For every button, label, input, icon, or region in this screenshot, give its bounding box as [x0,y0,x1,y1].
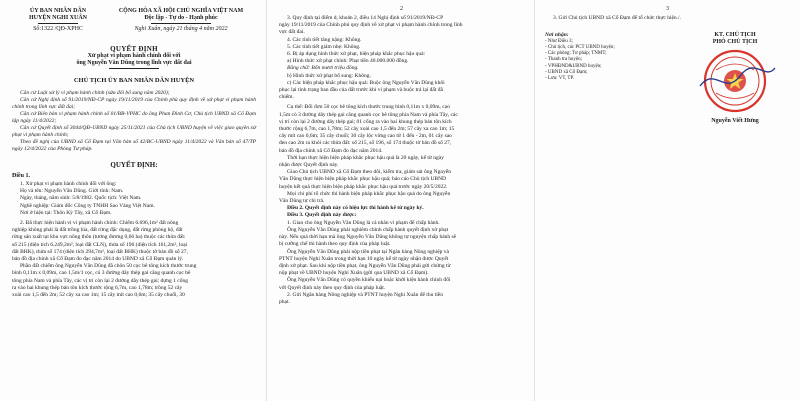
legal-basis: Căn cứ Luật xử lý vi phạm hành chính (sửa đổi bổ sung năm 2020); [20,90,170,96]
document-page-1 [0,0,268,401]
text-line: nhận được Quyết định này. [279,162,339,169]
page-number: 3 [666,6,669,12]
text-line: Ngày, tháng, năm sinh: 5/8/1982. Quốc tịch: Việt Nam. [20,195,142,202]
recipient: - Lưu: VT, TP. [545,76,574,82]
remedial-measures [279,104,524,205]
issuer-heading: CHỦ TỊCH ỦY BAN NHÂN DÂN HUYỆN [73,77,195,84]
text-line: Phần đất chiếm ông Nguyễn Văn Dũng đã chôn 50 cọc bê tông kích thước trung [20,263,197,270]
national-motto: Độc lập - Tự do - Hạnh phúc [144,15,218,21]
text-line: Nghề nghiệp: Giám đốc Công ty TNHH Sao Vàng Việt Nam. [20,202,155,209]
text-line: vực đất đai. [279,29,305,36]
article-1-violation [12,220,256,299]
document-subtitle-2: ông Nguyễn Văn Dũng trong lĩnh vực đất đai [76,60,192,66]
agency-name: ỦY BAN NHÂN DÂN [29,8,87,14]
issuing-agency [12,8,104,33]
sign-title-2: PHÓ CHỦ TỊCH [712,39,758,46]
recipient: - Như Điều 3; [545,38,573,44]
text-line: 1. Giao cho ông Nguyễn Văn Dũng là cá nhân vi phạm để chấp hành. [287,219,440,226]
text-line: Ông Nguyễn Văn Dũng có quyền khiếu nại hoặc khởi kiện hành chính đối [287,277,451,284]
text-line: 2. Gửi Ngân hàng Nông nghiệp và PTNT huyện Nghi Xuân để thu tiền [287,291,443,298]
text-line: nghiệp không phải là đất trồng lúa, đất rừng đặc dụng, đất rừng phòng hộ, đất [12,227,183,234]
text-line: 1,5m có 3 đường dây thép gai căng quanh cọc bê tông phía Nam và phía Tây, các [279,111,458,118]
recipient: - Thanh tra huyện; [545,57,582,63]
recipient: - Chủ tịch, các PCT UBND huyện; [545,44,615,50]
recipients-label: Nơi nhận: [545,32,569,39]
text-line: Văn Dũng tự chi trả. [279,198,325,205]
legal-basis: Theo đề nghị của UBND xã Cổ Đạm tại Văn bản số 42/BC-UBND ngày 11/4/2022 và Văn bản số 47/TP ngày 12/4/2022 của Phòng Tư pháp. [12,139,256,152]
agency-underline [38,23,78,24]
text-line: định xử phạt. Sau khi nộp tiền phạt, ông Nguyễn Văn Dũng phải gửi chứng từ [279,262,451,269]
recipients-list [545,32,655,125]
text-line: 5. Các tình tiết giảm nhẹ: Không. [287,43,361,50]
article-1-continued [279,15,524,101]
agency-district: HUYỆN NGHI XUÂN [28,15,87,21]
article-3-body [279,220,524,306]
text-line: Giao Chủ tịch UBND xã Cổ Đạm theo dõi, kiểm tra, giám sát ông Nguyễn [287,169,452,176]
text-line: bị cưỡng chế thi hành theo quy định của pháp luật. [279,241,391,248]
text-line: PTNT huyện Nghi Xuân trong thời hạn 10 ngày kể từ ngày nhận được Quyết [279,255,449,262]
country-name: CỘNG HÒA XÃ HỘI CHỦ NGHĨA VIỆT NAM [118,8,244,14]
article-1-heading: Điều 1. [12,173,30,179]
text-line: 3. Gửi Chủ tịch UBND xã Cổ Đạm để tổ chức thực hiện./. [553,15,681,21]
text-line: đen cao 2m ra khỏi các thửa đất: số 215, số 196, số 174 thuộc tờ bản đồ số 27, [279,140,452,147]
text-line: rừng sản xuất tại khu vực nông thôn (tương đương 0,66 ha) thuộc các thửa đất: [12,234,186,241]
text-line: Cụ thể: Đổi đơn 50 cọc bê tông kích thước trung bình 0,11m x 0,09m, cao [287,104,450,111]
text-line: số 215 (diện tích 6.249,2m², loại đất CLN), thửa số 196 (diện tích 161,2m², loại [12,241,188,248]
text-line: tông phía Nam và phía Tây, các vị trí còn lại 2 đường dây thép gai; dựng 1 cổng [12,277,188,284]
text-line: Thời hạn thực hiện biện pháp khắc phục hậu quả là 20 ngày, kể từ ngày [287,154,444,161]
legal-basis: Căn cứ Quyết định số 3044/QĐ-UBND ngày 25/11/2021 của Chủ tịch UBND huyện về việc giao quyền xử phạt vi phạm hành chính; [12,125,256,138]
text-line: 4. Các tình tiết tăng nặng: Không. [287,36,362,43]
text-line: bản đồ địa chính xã Cổ Đạm đo đạc năm 2014. [279,147,383,154]
legal-bases [12,90,256,153]
text-line: nộp phạt về UBND huyện Nghi Xuân (gửi qua UBND xã Cổ Đạm). [279,270,429,277]
text-line: Ông Nguyễn Văn Dũng phải nghiêm chỉnh chấp hành quyết định xử phạt [287,226,449,233]
title-underline [109,68,159,69]
text-line: Mọi chi phí tổ chức thi hành biện pháp khắc phục hậu quả do ông Nguyễn [287,190,451,197]
text-line: Ông Nguyễn Văn Dũng phải nộp tiền phạt tại Ngân hàng Nông nghiệp và [287,248,449,255]
recipient: - VPHĐND&UBND huyện; [545,63,602,69]
text-line: ra vào hai khung thép bản tôn kích thước rộng 6,7m, cao 1,78m; trồng 52 cây [12,284,183,291]
signer-name: Nguyễn Viết Hưng [711,118,759,125]
text-line: 1. Xử phạt vi phạm hành chính đối với ông: [20,181,117,187]
document-subtitle-1: Xử phạt vi phạm hành chính đối với [87,53,181,59]
text-line: Văn Dũng thực hiện biện pháp khắc phục hậu quả; báo cáo Chủ tịch UBND [279,176,447,183]
seal-and-signature [680,46,790,116]
text-line: 6. Bị áp dụng hình thức xử phạt, biện pháp khắc phục hậu quả: [287,51,426,58]
decide-heading: QUYẾT ĐỊNH: [110,161,158,169]
signature-block [545,32,790,125]
text-line: bình 0,11m x 0,09m, cao 1,5m/1 cọc, có 3 đường dây thép gai căng quanh cọc bê [12,270,191,277]
text-line: phục lại tình trạng ban đầu của đất trước khi vi phạm và buộc trả lại đất đã [279,87,443,94]
sign-title-1: KT. CHỦ TỊCH [714,32,756,39]
article-3-heading: Điều 3. Quyết định này được: [287,212,357,219]
text-line: cây mít cao 0,6m; 35 cây chuối; 30 cây lộc vừng cao từ 1 đến - 2m, 01 cây sao [279,133,452,140]
text-line: thước rộng 6,7m, cao 1,78m; 52 cây xoài cao 1,5 đến 2m; 57 cây xa cao 1m; 15 [279,126,455,133]
text-line: Bằng chữ: Bốn mươi triệu đồng. [287,65,359,72]
motto-underline [151,23,211,24]
text-line: với Quyết định này theo quy định của pháp luật. [279,284,386,291]
document-number: Số:1322 /QĐ-XPHC [33,26,83,32]
text-line: đất BHK), thửa số 174 (diện tích 294,7m², loại đất BHK) thuộc tờ bản đồ số 27, [12,248,188,255]
legal-basis: Căn cứ Biên bản vi phạm hành chính số 01/BB-VPHC do ông Phan Đình Cơ, Chủ tịch UBND xã Cổ Đạm lập ngày 11/4/2022; [12,111,256,124]
legal-basis: Căn cứ Nghị định số 91/2019/NĐ-CP ngày 19/11/2019 của Chính phủ quy định về xử phạt vi phạm hành chính trong lĩnh vực đất đai; [12,97,256,110]
red-seal-icon [680,46,790,116]
document-page-3 [534,0,800,401]
text-line: ngày 19/11/2019 của Chính phủ quy định về xử phạt vi phạm hành chính trong lĩnh [279,22,463,29]
page-number: 2 [400,6,403,12]
text-line: 3. Quy định tại điểm d, khoản 2, điều 14 Nghị định số 91/2019/NĐ-CP [287,15,444,21]
text-line: Nơi ở hiện tại: Thôn Kỳ Tây, xã Cổ Đạm. [20,209,112,216]
recipient: - Các phòng: Tư pháp; TNMT; [545,51,607,57]
place-date: Nghi Xuân, ngày 21 tháng 4 năm 2022 [134,26,228,32]
recipient: - UBND xã Cổ Đạm; [545,69,588,75]
text-line: này. Nếu quá thời hạn mà ông Nguyễn Văn Dũng không tự nguyện chấp hành sẽ [279,234,457,241]
document-title: QUYẾT ĐỊNH [110,45,158,53]
signer-block [680,32,790,125]
article-1-violator-info [12,181,256,217]
text-line: huyện kết quả thực hiện biện pháp khắc phục hậu quả trước ngày 20/5/2022. [279,183,448,190]
text-line: b) Hình thức xử phạt bổ sung: Không. [287,72,371,79]
text-line: Họ và tên: Nguyễn Văn Dũng. Giới tính: Nam. [20,188,124,195]
text-line: c) Các biện pháp khắc phục hậu quả: Buộc ông Nguyễn Văn Dũng khôi [287,79,445,86]
text-line: phạt. [279,298,290,305]
text-line: xoài cao 1,5 đến 2m; 52 cây xa cao 1m; 15 cây mít cao 0,6m; 35 cây chuối, 30 [12,292,185,299]
text-line: a) Hình thức xử phạt chính: Phạt tiền 40.000.000 đồng. [287,58,409,65]
document-page-2 [266,0,534,401]
article-2: Điều 2. Quyết định này có hiệu lực thi hành kể từ ngày ký. [287,205,424,212]
text-line: chiếm. [279,94,294,101]
document-header [12,8,256,33]
text-line: bản đồ địa chính xã Cổ Đạm đo đạc năm 2014 do UBND xã Cổ Đạm quản lý. [12,256,184,263]
text-line: 2. Đã thực hiện hành vi vi phạm hành chính: Chiếm 6.696,1m² đất nông [20,220,179,227]
text-line: vị trí còn lại 2 đường dây thép gai; 01 cổng ra vào hai khung thép bản tôn kích [279,118,452,125]
national-heading [106,8,256,33]
